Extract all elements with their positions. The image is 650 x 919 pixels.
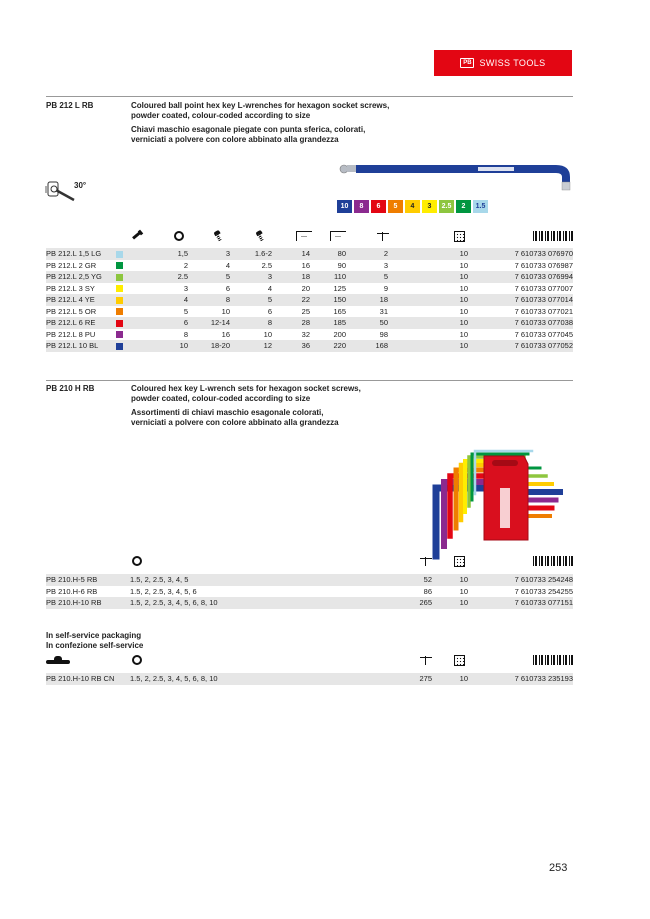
colour-swatch (116, 320, 123, 327)
size-chip: 8 (354, 200, 369, 213)
section2-table (46, 574, 573, 609)
table-cell: 28 (272, 317, 310, 329)
table-cell: 98 (379, 329, 388, 339)
table-row (46, 306, 573, 318)
self-service-title-en: In self-service packaging (46, 631, 142, 640)
table-cell: 7 610733 254255 (514, 586, 573, 596)
section1-column-icons (46, 230, 573, 244)
hexagon-size-icon (132, 555, 142, 567)
table-cell: 7 610733 077038 (468, 317, 573, 329)
colour-swatch-cell (116, 271, 156, 283)
colour-swatch (116, 251, 123, 258)
table-cell: 2.5 (156, 271, 188, 283)
table-cell: 10 (432, 597, 468, 609)
table-cell: 32 (301, 329, 310, 339)
table-cell: 36 (272, 340, 310, 352)
barcode-icon (533, 555, 573, 567)
table-cell: PB 212.L 8 PU (46, 329, 96, 339)
table-cell: 10 (388, 317, 468, 329)
table-cell: 8 (183, 329, 188, 339)
table-cell: 7 610733 254248 (468, 574, 573, 586)
brand-logo (434, 50, 572, 76)
table-cell: 7 610733 077014 (468, 294, 573, 306)
table-cell: 10 (459, 306, 468, 316)
table-cell: 1.5, 2, 2.5, 3, 4, 5 (130, 574, 344, 586)
size-chip: 6 (371, 200, 386, 213)
table-cell: 2.5 (261, 260, 272, 270)
table-cell: PB 212.L 6 RE (46, 317, 116, 329)
colour-swatch (116, 274, 123, 281)
pack-quantity-icon (454, 654, 465, 666)
table-cell: 3 (230, 271, 272, 283)
desc-it-line: verniciati a polvere con colore abbinato alla grandezza (131, 135, 339, 144)
table-cell: 14 (272, 248, 310, 260)
table-row (46, 586, 573, 598)
table-row (46, 283, 573, 295)
self-service-title-it: In confezione self-service (46, 641, 144, 650)
section-divider (46, 96, 573, 97)
table-cell: PB 212.L 2,5 YG (46, 271, 116, 283)
table-cell: 1.6-2 (230, 248, 272, 260)
table-cell: PB 212.L 3 SY (46, 283, 95, 293)
desc-it-line: Chiavi maschio esagonale piegate con punta sferica, colorati, (131, 125, 366, 134)
table-cell: PB 212.L 5 OR (46, 306, 97, 316)
colour-swatch (116, 262, 123, 269)
table-cell: 7 610733 077151 (468, 597, 573, 609)
table-cell: 5 (346, 271, 388, 283)
table-cell: PB 210.H-5 RB (46, 574, 130, 586)
table-row (46, 673, 573, 685)
pack-quantity-icon (454, 230, 465, 242)
table-cell: 7 610733 077021 (514, 306, 573, 316)
hex-key-tool-icon (130, 230, 144, 242)
colour-swatch-cell (116, 294, 156, 306)
table-cell: 6 (267, 306, 272, 316)
table-cell: PB 212.L 4 YE (46, 294, 116, 306)
long-arm-length-icon (330, 230, 346, 242)
section-divider (46, 380, 573, 381)
table-cell: 200 (333, 329, 346, 339)
section3-table (46, 673, 573, 685)
table-cell: 7 610733 076994 (468, 271, 573, 283)
table-cell: 7 610733 076987 (514, 260, 573, 270)
table-cell: 10 (388, 248, 468, 260)
table-row (46, 329, 573, 341)
section2-code: PB 210 H RB (46, 384, 95, 393)
table-cell: 5 (183, 306, 188, 316)
table-cell: PB 210.H-6 RB (46, 586, 98, 596)
table-cell: 80 (310, 248, 346, 260)
colour-swatch-cell (116, 329, 156, 341)
hexagon-size-icon (132, 654, 142, 666)
colour-swatch (116, 285, 123, 292)
table-cell: 10 (459, 586, 468, 596)
table-cell: 7 610733 077045 (514, 329, 573, 339)
table-cell: 22 (272, 294, 310, 306)
table-row (46, 317, 573, 329)
size-chip: 4 (405, 200, 420, 213)
table-cell: 10 (388, 271, 468, 283)
table-cell: 125 (333, 283, 346, 293)
colour-swatch-cell (116, 283, 156, 295)
table-cell: 168 (346, 340, 388, 352)
table-cell: 7 610733 076970 (468, 248, 573, 260)
table-cell: 3 (383, 260, 388, 270)
table-cell: 10 (221, 306, 230, 316)
table-cell: 7 610733 235193 (468, 673, 573, 685)
colour-swatch (116, 331, 123, 338)
table-cell: 265 (344, 597, 432, 609)
table-cell: 18 (346, 294, 388, 306)
section1-description (131, 101, 389, 145)
table-cell: 25 (301, 306, 310, 316)
section2-description (131, 384, 361, 428)
table-cell: 3 (183, 283, 188, 293)
colour-swatch-cell (116, 248, 156, 260)
barcode-icon (533, 654, 573, 666)
desc-en-line: Coloured ball point hex key L-wrenches for hexagon socket screws, (131, 101, 390, 110)
table-cell: 10 (432, 574, 468, 586)
table-cell: 10 (459, 329, 468, 339)
size-chip: 10 (337, 200, 352, 213)
angle-label: 30° (74, 181, 87, 190)
table-cell: 20 (301, 283, 310, 293)
desc-en-line: powder coated, colour-coded according to size (131, 394, 311, 403)
size-colour-legend (337, 200, 488, 213)
table-cell: PB 210.H-10 RB CN (46, 673, 130, 685)
table-cell: 5 (188, 271, 230, 283)
weight-scale-icon (419, 654, 433, 666)
table-cell: 50 (346, 317, 388, 329)
size-chip: 2.5 (439, 200, 454, 213)
table-row (46, 271, 573, 283)
table-cell: 2 (346, 248, 388, 260)
weight-scale-icon (376, 230, 390, 242)
table-row (46, 260, 573, 272)
table-cell: 10 (263, 329, 272, 339)
hex-key-set-product-image (428, 448, 573, 560)
page-number: 253 (549, 862, 568, 874)
table-row (46, 294, 573, 306)
size-chip: 3 (422, 200, 437, 213)
table-row (46, 248, 573, 260)
table-cell: 2 (183, 260, 188, 270)
table-cell: 52 (344, 574, 432, 586)
table-cell: 165 (333, 306, 346, 316)
table-cell: 1,5 (156, 248, 188, 260)
table-cell: 9 (383, 283, 388, 293)
size-chip: 5 (388, 200, 403, 213)
section1-code: PB 212 L RB (46, 101, 94, 110)
table-cell: 3 (188, 248, 230, 260)
table-cell: 1.5, 2, 2.5, 3, 4, 5, 6 (130, 586, 197, 596)
table-cell: 10 (388, 340, 468, 352)
table-cell: 1.5, 2, 2.5, 3, 4, 5, 6, 8, 10 (130, 597, 344, 609)
hex-key-product-image (338, 159, 578, 191)
table-cell: 10 (459, 260, 468, 270)
table-cell: 185 (310, 317, 346, 329)
short-arm-length-icon (296, 230, 312, 242)
table-cell: PB 210.H-10 RB (46, 597, 130, 609)
pack-quantity-icon (454, 555, 465, 567)
barcode-icon (533, 230, 573, 242)
table-row (46, 340, 573, 352)
section3-column-icons (46, 654, 573, 668)
table-cell: PB 212.L 2 GR (46, 260, 97, 270)
colour-swatch (116, 308, 123, 315)
table-cell: 31 (379, 306, 388, 316)
weight-scale-icon (419, 555, 433, 567)
table-cell: 18-20 (188, 340, 230, 352)
table-cell: 1.5, 2, 2.5, 3, 4, 5, 6, 8, 10 (130, 673, 344, 685)
section2-column-icons (46, 555, 573, 569)
table-cell: 10 (459, 283, 468, 293)
desc-it-line: Assortimenti di chiavi maschio esagonale colorati, (131, 408, 324, 417)
table-cell: 4 (225, 260, 230, 270)
table-cell: 10 (432, 673, 468, 685)
table-cell: 110 (310, 271, 346, 283)
table-cell: 86 (423, 586, 432, 596)
table-cell: 6 (225, 283, 230, 293)
section1-table (46, 248, 573, 352)
table-cell: 18 (272, 271, 310, 283)
table-cell: 220 (310, 340, 346, 352)
colour-swatch-cell (116, 306, 156, 318)
colour-swatch-cell (116, 260, 156, 272)
section3-title (46, 631, 143, 651)
table-cell: 150 (310, 294, 346, 306)
table-cell: 7 610733 077052 (468, 340, 573, 352)
table-cell: 8 (188, 294, 230, 306)
brand-mark: PB (460, 58, 474, 68)
table-row (46, 574, 573, 586)
table-cell: 6 (156, 317, 188, 329)
table-cell: 4 (267, 283, 272, 293)
desc-it-line: verniciati a polvere con colore abbinato alla grandezza (131, 418, 339, 427)
table-cell: 7 610733 077007 (514, 283, 573, 293)
size-chip: 1.5 (473, 200, 488, 213)
desc-en-line: powder coated, colour-coded according to size (131, 111, 311, 120)
table-cell: 275 (344, 673, 432, 685)
cap-screw-icon (256, 230, 266, 242)
table-cell: 10 (388, 294, 468, 306)
table-cell: 4 (156, 294, 188, 306)
table-cell: 12-14 (188, 317, 230, 329)
desc-en-line: Coloured hex key L-wrench sets for hexagon socket screws, (131, 384, 361, 393)
table-row (46, 597, 573, 609)
table-cell: 8 (230, 317, 272, 329)
table-cell: 16 (301, 260, 310, 270)
socket-screw-icon (214, 230, 224, 242)
blister-package-icon (46, 654, 70, 666)
table-cell: PB 212.L 1,5 LG (46, 248, 116, 260)
table-cell: 90 (337, 260, 346, 270)
table-cell: 16 (221, 329, 230, 339)
size-chip: 2 (456, 200, 471, 213)
table-cell: 10 (156, 340, 188, 352)
hexagon-size-icon (174, 230, 184, 242)
table-cell: 12 (230, 340, 272, 352)
colour-swatch (116, 343, 123, 350)
colour-swatch-cell (116, 317, 156, 329)
table-cell: 5 (230, 294, 272, 306)
table-cell: PB 212.L 10 BL (46, 340, 116, 352)
brand-name: SWISS TOOLS (479, 58, 546, 68)
colour-swatch-cell (116, 340, 156, 352)
colour-swatch (116, 297, 123, 304)
